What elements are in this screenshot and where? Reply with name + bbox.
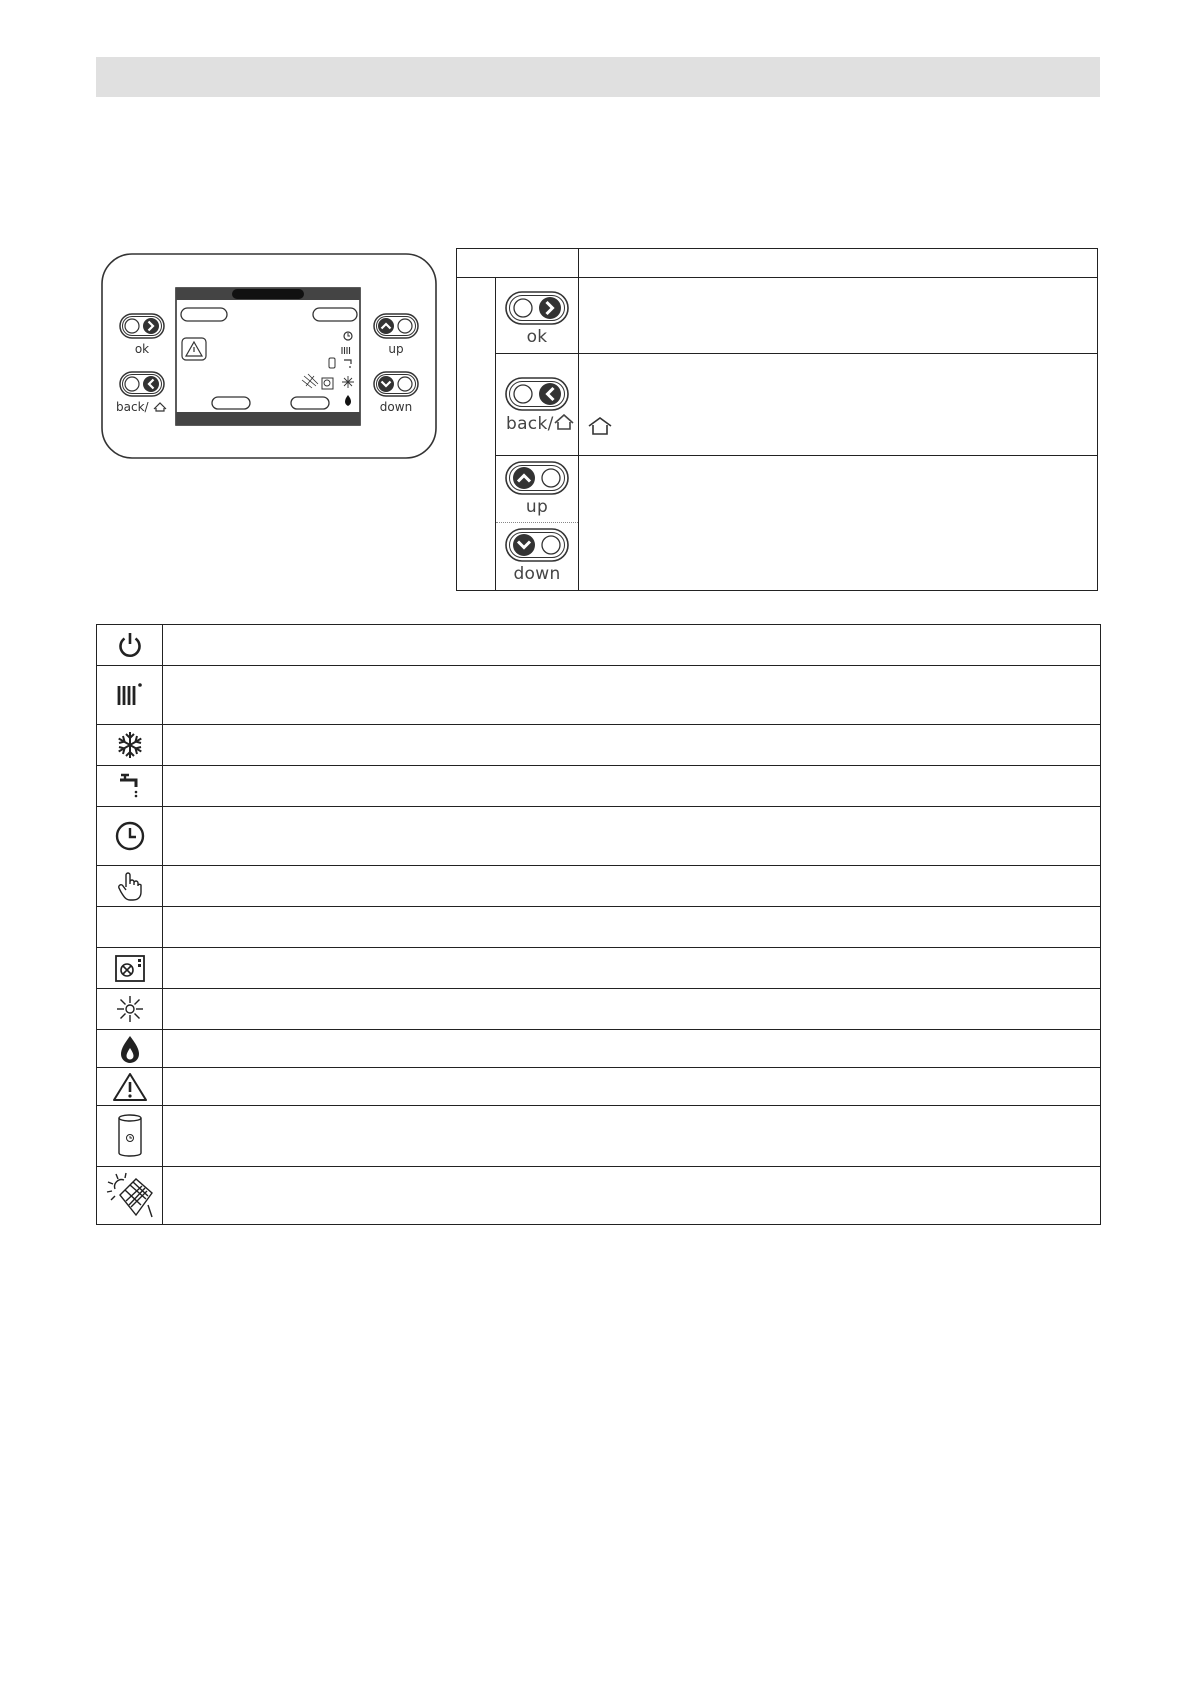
warning-description [163,1068,1101,1106]
home-icon [554,414,574,430]
icon-row [97,666,1101,725]
control-panel-device [100,252,438,460]
up-label: up [525,497,549,517]
icon-row [97,725,1101,766]
tap-icon [116,771,144,801]
icon-row [97,1030,1101,1068]
button-table-header-cell-2 [579,249,1098,278]
button-table-header [457,249,1098,278]
ok-description [579,278,1098,354]
solar-panel-description [163,1167,1101,1225]
button-table-row [457,456,1098,591]
button-ok-cell [496,278,579,354]
radiator-icon [114,681,146,709]
warning-icon [112,1072,148,1102]
tap-description [163,766,1101,807]
water-tank-description [163,1106,1101,1167]
up-down-description [579,456,1098,591]
device-up-button [374,314,418,338]
flame-description [163,1030,1101,1068]
icon-row [97,989,1101,1030]
snowflake-icon [115,730,145,760]
down-button-icon [504,525,570,565]
device-down-button [374,372,418,396]
power-icon [116,631,144,659]
down-label: down [513,564,561,584]
clock-description [163,807,1101,866]
home-icon [587,416,613,436]
icon-row [97,1068,1101,1106]
control-panel-illustration [100,252,438,460]
device-back-button [120,372,164,396]
ok-label: ok [526,327,548,347]
icon-row [97,866,1101,907]
sun-description [163,989,1101,1030]
power-description [163,625,1101,666]
solar-panel-icon [104,1171,156,1221]
clock-icon [114,820,146,852]
header-bar [96,57,1100,97]
button-table [456,248,1098,591]
water-tank-clock-icon [115,1113,145,1159]
icon-row [97,948,1101,989]
back-button-icon [504,374,570,414]
device-ok-label: ok [134,342,150,356]
burner-description [163,948,1101,989]
empty-row-description [163,907,1101,948]
empty-icon-cell [97,907,163,948]
hand-pointer-description [163,866,1101,907]
icon-row [97,807,1101,866]
burner-icon [114,953,146,983]
button-table-row [457,354,1098,456]
button-table-group-cell [457,278,496,591]
button-up-down-cell [496,456,579,591]
button-table-header-cell-1 [457,249,579,278]
up-down-separator [496,522,578,523]
icon-row [97,1167,1101,1225]
device-back-label: back/ [116,400,149,414]
device-ok-button [120,314,164,338]
back-label: back/ [506,414,554,434]
device-up-label: up [388,342,404,356]
button-back-cell [496,354,579,456]
device-down-label: down [379,400,413,414]
snowflake-description [163,725,1101,766]
ok-button-icon [504,288,570,328]
icon-row [97,625,1101,666]
icon-row [97,907,1101,948]
button-table-row [457,278,1098,354]
flame-icon [118,1034,142,1064]
sun-icon [115,994,145,1024]
back-description-cell [579,354,1098,456]
up-button-icon [504,458,570,498]
hand-pointer-icon [116,870,144,902]
icon-row [97,766,1101,807]
icon-row [97,1106,1101,1167]
icon-legend-table [96,624,1101,1225]
radiator-description [163,666,1101,725]
